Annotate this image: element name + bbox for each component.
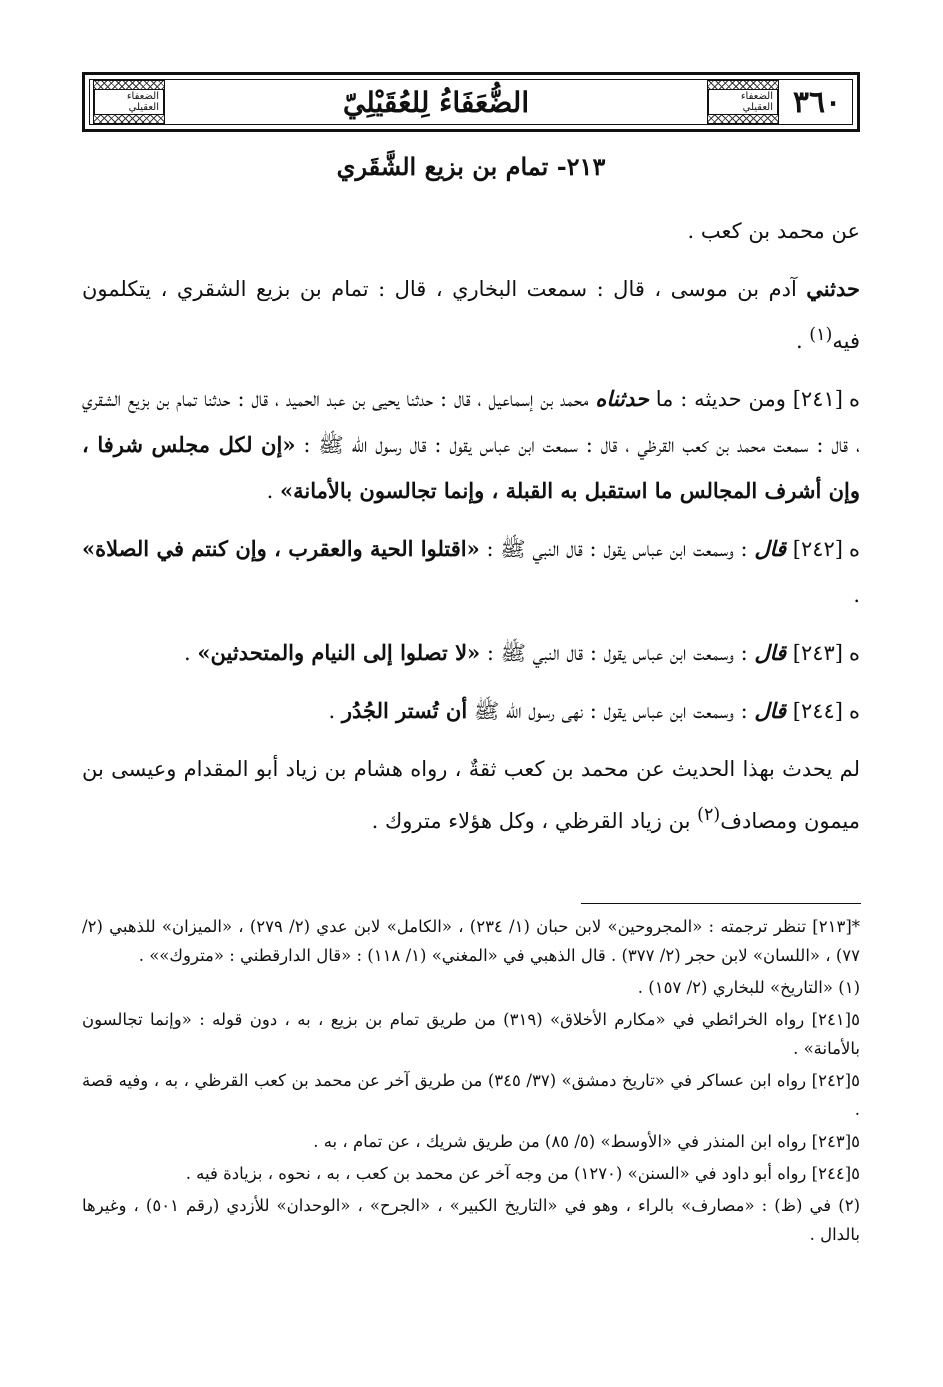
hadith-242-qal: قال	[754, 536, 787, 561]
paragraph-1	[82, 208, 860, 254]
hadith-244-qal: قال	[754, 698, 787, 723]
hadith-243-text: : وسمعت ابن عباس يقول : قال النبي ﷺ :	[486, 641, 748, 665]
hadith-241-end: .	[266, 479, 280, 503]
closing-paragraph	[82, 746, 860, 844]
footnote-243: ٥[٢٤٣] رواه ابن المنذر في «الأوسط» (٥/ ٨٥) من طريق شريك ، عن تمام ، به .	[313, 1132, 860, 1151]
hadith-241-quote: «إن لكل مجلس شرفا ، وإن أشرف المجالس ما استقبل به القبلة ، وإنما تجالسون بالأمانة»	[82, 432, 860, 503]
page-number: ٣٦٠	[792, 84, 842, 120]
hadith-244-text: : وسمعت ابن عباس يقول : نهى رسول الله ﷺ	[473, 699, 748, 723]
closing-text-b: بن زياد القرظي ، وكل هؤلاء متروك .	[371, 809, 698, 833]
footnote-ref-1[interactable]: (١)	[809, 325, 833, 345]
hadith-244-quote: أن تُستر الجُدُر	[341, 698, 468, 723]
hadith-marker: ه	[848, 699, 860, 723]
header-ornament-right	[707, 80, 779, 124]
hadith-241-keyword: حدثناه	[595, 386, 649, 411]
p1-text: عن محمد بن كعب .	[687, 219, 860, 243]
hadith-marker: ه	[848, 537, 860, 561]
header-inner-frame	[89, 79, 853, 125]
hadith-244-end: .	[328, 699, 342, 723]
footnote-2: (٢) في (ظ) : «مصارف» بالراء ، وهو في «التاريخ الكبير» ، «الجرح» ، «الوحدان» للأزدي (رقم ٥٠١) ، وغيرها بالدال .	[82, 1196, 860, 1244]
hadith-244-number: [٢٤٤]	[792, 699, 843, 723]
hadith-243-quote: «لا تصلوا إلى النيام والمتحدثين»	[197, 640, 481, 665]
hadith-marker: ه	[848, 387, 860, 411]
entry-title: ٢١٣- تمام بن بزيع الشَّقَري	[336, 152, 606, 181]
paragraph-2	[82, 266, 860, 364]
main-text	[82, 208, 860, 856]
hadith-241-text-c: محمد بن إسماعيل ، قال : حدثنا يحيى بن عبد الحميد ، قال : حدثنا تمام بن بزيع الشقري ، قال : سمعت محمد بن كعب القرظي ، قال : سمعت ابن عباس يقول : قال رسول الله ﷺ :	[82, 387, 861, 457]
hadith-241-text-a: ومن حديثه : ما	[655, 387, 786, 411]
hadith-243-number: [٢٤٣]	[792, 641, 843, 665]
closing-text-a: لم يحدث بهذا الحديث عن محمد بن كعب ثقةٌ ، رواه هشام بن زياد أبو المقدام وعيسى بن ميمون ومصادف	[82, 757, 860, 833]
hadith-marker: ه	[848, 641, 860, 665]
ornament-label-right: الضعفاء العقيلي	[708, 89, 778, 115]
hadith-242-end: .	[853, 583, 860, 607]
hadith-242-number: [٢٤٢]	[792, 537, 843, 561]
footnotes	[82, 912, 860, 1252]
hadith-243	[82, 630, 860, 676]
hadith-242-text: : وسمعت ابن عباس يقول : قال النبي ﷺ :	[486, 537, 748, 561]
p2-end: .	[795, 329, 810, 353]
footnote-213: *[٢١٣] تنظر ترجمته : «المجروحين» لابن حبان (١/ ٢٣٤) ، «الكامل» لابن عدي (٢/ ٢٧٩) ، «الميزان» للذهبي (٢/ ٧٧) ، «اللسان» لابن حجر (٢/ ٣٧٧) . قال الذهبي في «المغني» (١/ ١١٨) : «قال الدارقطني : «متروك»» .	[82, 917, 860, 965]
hadith-244	[82, 688, 860, 734]
ornament-label-left: الضعفاء العقيلي	[94, 89, 164, 115]
hadith-241	[82, 376, 860, 514]
p2-text: آدم بن موسى ، قال : سمعت البخاري ، قال : تمام بن بزيع الشقري ، يتكلمون فيه	[82, 277, 860, 353]
running-book-title: الضُّعَفَاءُ لِلعُقَيْلِيّ	[342, 85, 530, 119]
footnote-241: ٥[٢٤١] رواه الخرائطي في «مكارم الأخلاق» (٣١٩) من طريق تمام بن بزيع ، به ، دون قوله : «وإنما تجالسون بالأمانة» .	[82, 1010, 860, 1058]
hadith-243-end: .	[184, 641, 198, 665]
footnote-ref-2[interactable]: (٢)	[697, 805, 721, 825]
page-header	[82, 72, 860, 132]
p2-lead: حدثني	[806, 276, 860, 301]
hadith-243-qal: قال	[754, 640, 787, 665]
header-ornament-left	[93, 80, 165, 124]
hadith-241-number: [٢٤١]	[792, 387, 843, 411]
hadith-242-quote: «اقتلوا الحية والعقرب ، وإن كنتم في الصلاة»	[82, 536, 480, 561]
footnote-244: ٥[٢٤٤] رواه أبو داود في «السنن» (١٢٧٠) من وجه آخر عن محمد بن كعب ، به ، نحوه ، بزيادة فيه .	[185, 1164, 860, 1183]
footnote-242: ٥[٢٤٢] رواه ابن عساكر في «تاريخ دمشق» (٣٧/ ٣٤٥) من طريق آخر عن محمد بن كعب القرظي ، به ، وفيه قصة .	[82, 1071, 860, 1119]
hadith-242	[82, 526, 860, 618]
footnote-1: (١) «التاريخ» للبخاري (٢/ ١٥٧) .	[637, 978, 860, 997]
footnote-divider	[581, 903, 861, 904]
